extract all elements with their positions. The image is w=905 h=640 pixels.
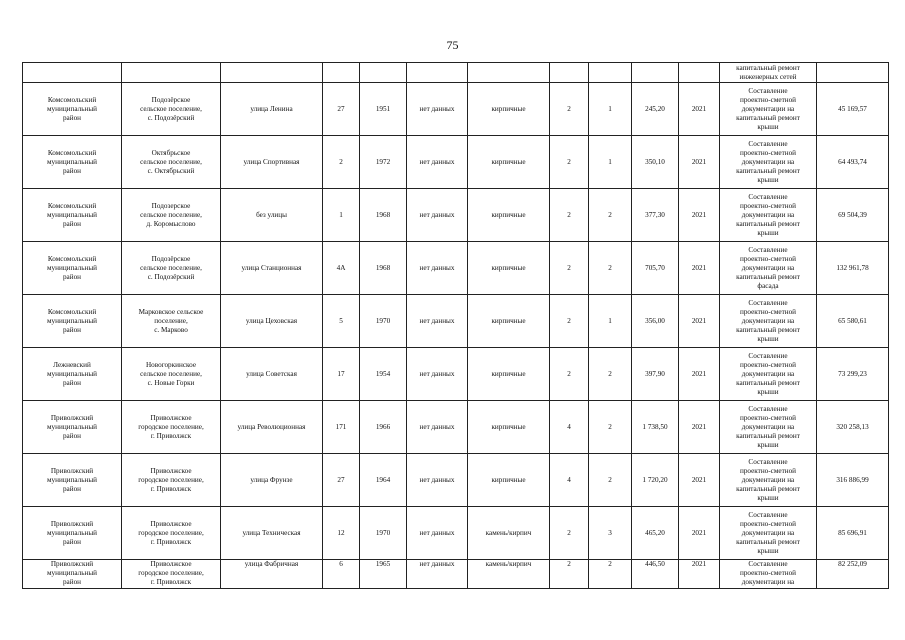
cell-plan-year: 2021 [679,401,720,454]
housing-repair-table [22,62,889,589]
cell-entrances: 2 [589,401,632,454]
cell-cost: 65 580,61 [817,295,889,348]
cell-floors: 4 [550,401,589,454]
cell-year-overhaul: нет данных [407,136,468,189]
cell-floors: 2 [550,242,589,295]
cell-work-type: Составление проектно-сметной документации на [720,560,817,589]
cell-street: улица Техническая [221,507,323,560]
cell-wall-material: кирпичные [468,136,550,189]
cell-cost: 64 493,74 [817,136,889,189]
table-row-last [23,560,889,589]
cell-cost [817,63,889,83]
cell-entrances: 2 [589,189,632,242]
cell-plan-year: 2021 [679,189,720,242]
cell-street: улица Цеховская [221,295,323,348]
table-row [23,136,889,189]
cell-year-overhaul: нет данных [407,454,468,507]
cell-year-built [360,63,407,83]
cell-plan-year: 2021 [679,83,720,136]
cell-year-built: 1968 [360,242,407,295]
cell-cost: 82 252,09 [817,560,889,589]
cell-entrances: 3 [589,507,632,560]
cell-plan-year: 2021 [679,348,720,401]
cell-work-type: капитальный ремонт инженерных сетей [720,63,817,83]
cell-year-overhaul: нет данных [407,189,468,242]
cell-entrances: 1 [589,295,632,348]
cell-cost: 45 169,57 [817,83,889,136]
cell-house-number: 2 [323,136,360,189]
cell-entrances: 2 [589,242,632,295]
cell-year-overhaul [407,63,468,83]
cell-district: Комсомольский муниципальный район [23,242,122,295]
cell-entrances: 2 [589,454,632,507]
cell-area: 356,00 [632,295,679,348]
cell-floors: 4 [550,454,589,507]
table-row [23,507,889,560]
cell-work-type: Составление проектно-сметной документации на капитальный ремонт крыши [720,401,817,454]
cell-area: 705,70 [632,242,679,295]
cell-settlement: Подозерское сельское поселение, д. Коромыслово [122,189,221,242]
cell-area: 465,20 [632,507,679,560]
cell-house-number: 171 [323,401,360,454]
cell-area: 377,30 [632,189,679,242]
cell-house-number: 1 [323,189,360,242]
cell-year-built: 1951 [360,83,407,136]
cell-entrances [589,63,632,83]
cell-street: улица Фрунзе [221,454,323,507]
cell-house-number [323,63,360,83]
cell-wall-material [468,63,550,83]
cell-wall-material: кирпичные [468,295,550,348]
cell-house-number: 5 [323,295,360,348]
cell-year-overhaul: нет данных [407,83,468,136]
table-row [23,189,889,242]
cell-settlement: Приволжское городское поселение, г. Приволжск [122,560,221,589]
cell-street: улица Станционная [221,242,323,295]
cell-floors: 2 [550,507,589,560]
cell-work-type: Составление проектно-сметной документации на капитальный ремонт крыши [720,295,817,348]
cell-wall-material: кирпичные [468,454,550,507]
cell-plan-year: 2021 [679,454,720,507]
cell-street [221,63,323,83]
cell-settlement: Марковское сельское поселение, с. Марково [122,295,221,348]
cell-work-type: Составление проектно-сметной документации на капитальный ремонт крыши [720,507,817,560]
cell-plan-year: 2021 [679,242,720,295]
cell-settlement: Новогоркинское сельское поселение, с. Новые Горки [122,348,221,401]
cell-entrances: 2 [589,348,632,401]
cell-wall-material: кирпичные [468,189,550,242]
table-body [23,63,889,589]
cell-floors: 2 [550,189,589,242]
cell-wall-material: камень/кирпич [468,560,550,589]
cell-district: Лежневский муниципальный район [23,348,122,401]
cell-house-number: 6 [323,560,360,589]
cell-plan-year: 2021 [679,560,720,589]
cell-floors: 2 [550,136,589,189]
cell-plan-year: 2021 [679,295,720,348]
cell-floors: 2 [550,295,589,348]
cell-work-type: Составление проектно-сметной документации на капитальный ремонт крыши [720,189,817,242]
cell-wall-material: кирпичные [468,83,550,136]
cell-entrances: 1 [589,136,632,189]
cell-plan-year: 2021 [679,507,720,560]
cell-district: Комсомольский муниципальный район [23,83,122,136]
cell-cost: 85 696,91 [817,507,889,560]
cell-work-type: Составление проектно-сметной документации на капитальный ремонт крыши [720,348,817,401]
cell-area: 446,50 [632,560,679,589]
cell-house-number: 4А [323,242,360,295]
cell-year-built: 1966 [360,401,407,454]
cell-area: 1 720,20 [632,454,679,507]
cell-settlement: Подозёрское сельское поселение, с. Подозёрский [122,83,221,136]
cell-plan-year [679,63,720,83]
cell-cost: 320 258,13 [817,401,889,454]
cell-district: Приволжский муниципальный район [23,507,122,560]
cell-year-overhaul: нет данных [407,507,468,560]
table-row-continuation [23,63,889,83]
cell-year-overhaul: нет данных [407,242,468,295]
table-row [23,454,889,507]
cell-street: улица Ленина [221,83,323,136]
cell-district [23,63,122,83]
cell-cost: 132 961,78 [817,242,889,295]
cell-year-built: 1970 [360,295,407,348]
cell-street: улица Революционная [221,401,323,454]
cell-work-type: Составление проектно-сметной документации на капитальный ремонт крыши [720,83,817,136]
cell-settlement: Октябрьское сельское поселение, с. Октябрьский [122,136,221,189]
table-row [23,295,889,348]
cell-district: Приволжский муниципальный район [23,560,122,589]
cell-house-number: 27 [323,83,360,136]
cell-area: 245,20 [632,83,679,136]
cell-district: Приволжский муниципальный район [23,454,122,507]
cell-year-overhaul: нет данных [407,348,468,401]
cell-floors: 2 [550,83,589,136]
cell-year-built: 1968 [360,189,407,242]
cell-district: Комсомольский муниципальный район [23,295,122,348]
cell-street: улица Советская [221,348,323,401]
page-number: 75 [446,38,459,52]
cell-floors: 2 [550,348,589,401]
cell-settlement: Приволжское городское поселение, г. Приволжск [122,507,221,560]
table-row [23,83,889,136]
cell-year-built: 1954 [360,348,407,401]
cell-street: улица Спортивная [221,136,323,189]
cell-cost: 73 299,23 [817,348,889,401]
cell-settlement [122,63,221,83]
cell-year-built: 1972 [360,136,407,189]
cell-plan-year: 2021 [679,136,720,189]
cell-cost: 69 504,39 [817,189,889,242]
cell-floors [550,63,589,83]
cell-year-overhaul: нет данных [407,295,468,348]
cell-area: 1 738,50 [632,401,679,454]
cell-wall-material: кирпичные [468,348,550,401]
cell-floors: 2 [550,560,589,589]
cell-wall-material: камень/кирпич [468,507,550,560]
cell-work-type: Составление проектно-сметной документации на капитальный ремонт крыши [720,454,817,507]
cell-year-overhaul: нет данных [407,560,468,589]
cell-district: Комсомольский муниципальный район [23,189,122,242]
cell-wall-material: кирпичные [468,242,550,295]
cell-wall-material: кирпичные [468,401,550,454]
cell-street: улица Фабричная [221,560,323,589]
cell-cost: 316 886,99 [817,454,889,507]
cell-area [632,63,679,83]
cell-year-built: 1965 [360,560,407,589]
table-row [23,401,889,454]
cell-area: 397,90 [632,348,679,401]
cell-work-type: Составление проектно-сметной документации на капитальный ремонт крыши [720,136,817,189]
cell-entrances: 1 [589,83,632,136]
cell-house-number: 12 [323,507,360,560]
cell-settlement: Приволжское городское поселение, г. Приволжск [122,401,221,454]
cell-year-built: 1970 [360,507,407,560]
cell-work-type: Составление проектно-сметной документации на капитальный ремонт фасада [720,242,817,295]
cell-street: без улицы [221,189,323,242]
cell-area: 350,10 [632,136,679,189]
cell-settlement: Подозёрское сельское поселение, с. Подозёрский [122,242,221,295]
table-row [23,348,889,401]
cell-district: Комсомольский муниципальный район [23,136,122,189]
cell-district: Приволжский муниципальный район [23,401,122,454]
cell-year-overhaul: нет данных [407,401,468,454]
cell-settlement: Приволжское городское поселение, г. Приволжск [122,454,221,507]
cell-year-built: 1964 [360,454,407,507]
cell-entrances: 2 [589,560,632,589]
table-row [23,242,889,295]
cell-house-number: 27 [323,454,360,507]
cell-house-number: 17 [323,348,360,401]
